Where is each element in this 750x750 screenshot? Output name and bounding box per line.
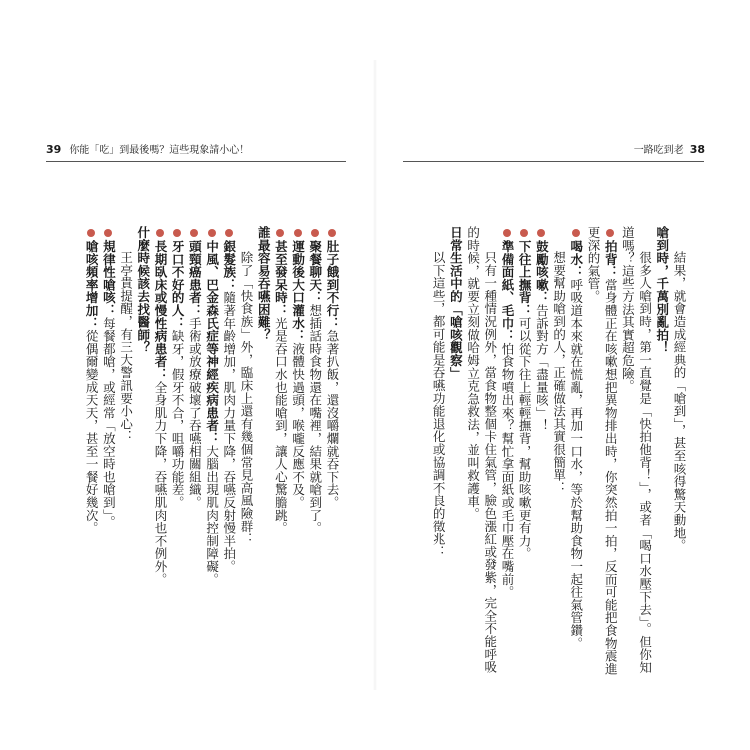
body-paragraph: 只有一種情況例外，當食物整個卡住氣管，臉色漲紅或發紫，完全不能呼吸的時候，就要立刻做哈姆立克急救法，並叫救護車。 — [465, 226, 498, 674]
right-page-body — [400, 226, 688, 676]
bullet-term: 牙口不好的人： — [170, 240, 186, 330]
body-paragraph: 王亭貴提醒，有三大警訊要小心： — [118, 251, 134, 443]
bullet-text: 全身肌力下降，吞嚥肌肉也不例外。 — [152, 380, 168, 586]
right-page — [375, 0, 750, 750]
bullet-term: 鼓勵咳嗽： — [534, 240, 550, 304]
bullet-item — [568, 226, 585, 676]
bullet-dot-icon — [503, 229, 511, 237]
bullet-dot-icon — [572, 229, 580, 237]
bullet-item — [203, 226, 220, 676]
bullet-term: 喝水： — [568, 240, 584, 279]
left-header-rule — [46, 161, 346, 162]
bullet-item — [516, 226, 533, 676]
bullet-term: 聚餐聊天： — [307, 240, 323, 304]
bullet-term: 頭頸癌患者： — [187, 240, 203, 317]
bullet-dot-icon — [225, 229, 233, 237]
bullet-text: 告訴對方「盡量咳」！ — [534, 304, 550, 432]
bullet-item — [221, 226, 238, 676]
bullet-item — [272, 226, 289, 676]
section-heading: 嗆到時，千萬別亂拍！ — [654, 226, 670, 354]
bullet-dot-icon — [173, 229, 181, 237]
bullet-term: 下往上撫背： — [517, 240, 533, 317]
bullet-text: 急著扒飯，還沒嚼爛就吞下去。 — [325, 329, 340, 509]
bullet-dot-icon — [208, 229, 216, 237]
bullet-text: 從偶爾變成天天，甚至一餐好幾次。 — [84, 329, 100, 535]
bullet-text: 手術或放療破壞了吞嚥相關組織。 — [187, 316, 203, 509]
bullet-dot-icon — [87, 229, 95, 237]
bullet-dot-icon — [328, 229, 336, 237]
bullet-dot-icon — [537, 229, 545, 237]
bullet-text: 隨著年齡增加，肌肉力量下降，吞嚥反射慢半拍。 — [221, 291, 237, 573]
bullet-item — [186, 226, 203, 676]
section-heading: 什麼時候該去找醫師？ — [135, 226, 151, 354]
body-paragraph: 想要幫助嗆到的人，正確做法其實很簡單： — [551, 251, 567, 495]
body-paragraph: 除了「快食族」外，臨床上還有幾個常見高風險群： — [238, 251, 254, 546]
bullet-item — [307, 226, 324, 676]
bullet-text: 當身體正在咳嗽想把異物排出時，你突然拍一拍，反而可能把食物震進更深的氣管。 — [585, 226, 619, 676]
bullet-term: 銀髮族： — [221, 240, 237, 292]
bullet-text: 怕食物噴出來？幫忙拿面紙或毛巾壓在嘴前。 — [499, 342, 515, 599]
bullet-term: 中風、巴金森氏症等神經疾病患者： — [204, 240, 220, 445]
body-paragraph: 以下這些，都可能是吞嚥功能退化或協調不良的徵兆： — [431, 251, 447, 559]
bullet-item — [289, 226, 306, 676]
left-header-title: 你能「吃」到最後嗎？這些現象請小心！ — [69, 145, 250, 156]
bullet-item — [152, 226, 169, 676]
bullet-text: 大腦出現肌肉控制障礙。 — [204, 444, 220, 586]
bullet-dot-icon — [104, 229, 112, 237]
right-running-header — [634, 144, 705, 157]
bullet-dot-icon — [190, 229, 198, 237]
bullet-term: 嗆咳頻率增加： — [84, 240, 100, 330]
bullet-term: 肚子餓到不行： — [325, 240, 340, 330]
bullet-dot-icon — [311, 229, 319, 237]
bullet-text: 呼吸道本來就在慌亂，再加一口水，等於幫助食物一起往氣管鑽。 — [568, 278, 584, 650]
right-header-title: 一路吃到老 — [633, 145, 684, 156]
bullet-item — [100, 226, 117, 676]
bullet-term: 甚至發呆時： — [273, 240, 289, 317]
section-heading: 日常生活中的「嗆咳觀察」 — [448, 226, 464, 380]
bullet-item — [83, 226, 100, 676]
bullet-term: 準備面紙、毛巾： — [499, 240, 515, 343]
left-page-number: 39 — [46, 143, 62, 156]
bullet-item — [499, 226, 516, 676]
bullet-item — [585, 226, 619, 676]
body-paragraph: 很多人嗆到時，第一直覺是「快拍他背！」，或者「喝口水壓下去」。但你知道嗎？這些方法其實超危險。 — [620, 226, 653, 674]
bullet-item — [169, 226, 186, 676]
bullet-text: 每餐都嗆，或經常「放空時也嗆到」。 — [101, 316, 117, 529]
right-header-rule — [403, 161, 704, 162]
bullet-dot-icon — [606, 229, 614, 237]
bullet-term: 運動後大口灌水： — [290, 240, 306, 343]
right-page-number: 38 — [689, 143, 705, 156]
bullet-term: 規律性嗆咳： — [101, 240, 117, 317]
section-heading: 誰最容易吞嚥困難？ — [256, 226, 272, 342]
bullet-dot-icon — [520, 229, 528, 237]
bullet-item — [324, 226, 341, 676]
bullet-text: 光是吞口水也能嗆到，讓人心驚膽跳。 — [273, 316, 289, 535]
bullet-text: 缺牙，假牙不合，咀嚼功能差。 — [170, 329, 186, 509]
bullet-item — [533, 226, 550, 676]
left-running-header — [46, 144, 249, 157]
left-page-body — [51, 226, 341, 676]
body-paragraph: 結果，就會造成經典的「嗆到」，甚至咳得驚天動地。 — [672, 251, 687, 552]
bullet-dot-icon — [156, 229, 164, 237]
bullet-text: 想插話時食物還在嘴裡，結果就嗆到了。 — [307, 304, 323, 535]
bullet-term: 拍背： — [603, 240, 619, 279]
bullet-dot-icon — [276, 229, 284, 237]
bullet-term: 長期臥床或慢性病患者： — [152, 240, 168, 381]
bullet-text: 可以從下往上輕輕撫背，幫助咳嗽更有力。 — [517, 316, 533, 561]
bullet-dot-icon — [294, 229, 302, 237]
bullet-text: 液體快過頭，喉嚨反應不及。 — [290, 342, 306, 509]
